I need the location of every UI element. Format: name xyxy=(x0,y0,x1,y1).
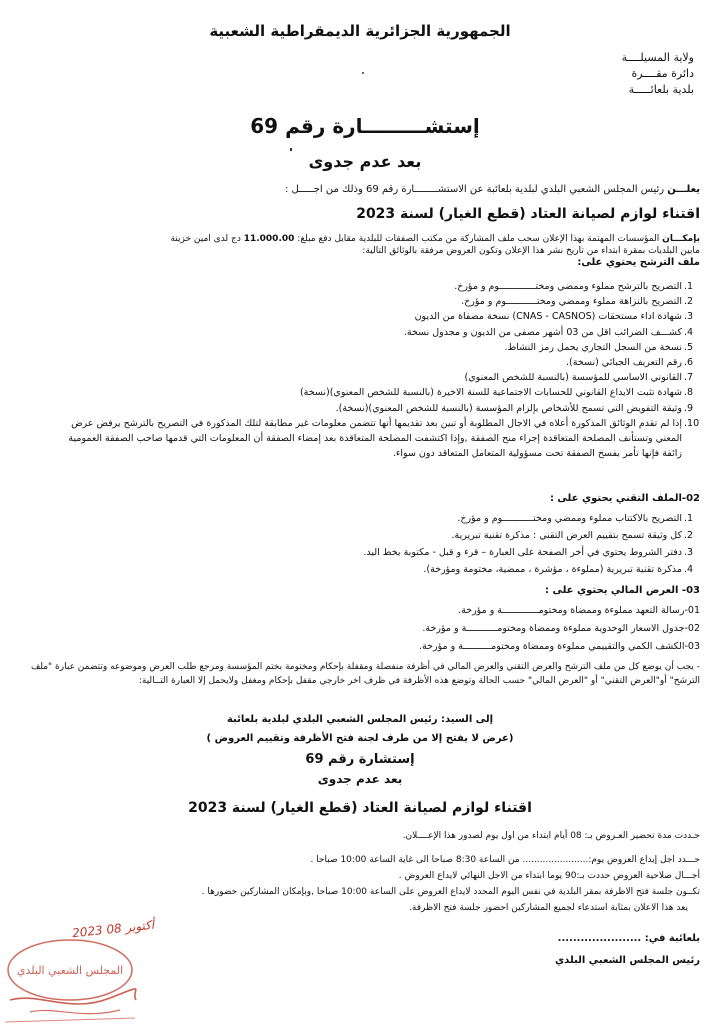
subject-title: اقتناء لوازم لصيانة العتاد (قطع الغيار) لسنة 2023 xyxy=(356,206,700,222)
deposit-deadline: حـــدد اجل إيداع العروض يوم:....................... من الساعة 8:30 صباحا الى غاية الساعة 10:00 صباحا . xyxy=(310,855,700,865)
list-item xyxy=(60,370,700,385)
list-item-text: رقم التعريف الجبائي (نسخة). xyxy=(566,357,682,369)
envelope-after: بعد عدم جدوى xyxy=(317,772,403,786)
list-item-number: 2. xyxy=(684,296,694,308)
notice-amount: 11.000.00 xyxy=(243,234,295,244)
list-item-number: 1. xyxy=(684,281,694,292)
stray-mark xyxy=(362,72,364,74)
list-item-number: 4. xyxy=(684,326,694,338)
list-item xyxy=(60,279,700,294)
financial-title: 03- العرض المالي يحتوي على : xyxy=(544,585,700,596)
handwritten-date-text: 2023 أكتوبر 08 xyxy=(71,917,155,941)
financial-item: 01-رسالة التعهد مملوءة وممضاة ومختومـــــــــــــة و مؤرخة. xyxy=(458,605,700,616)
prep-period: حـددت مدة تحضير العـروض بـ: 08 أيام ابتداء من اول يوم لصدور هذا الإعــــلان. xyxy=(402,831,700,841)
list-item xyxy=(60,527,700,544)
list-item xyxy=(60,510,700,527)
list-item-text: شهادة اداء مستحقات (CNAS - CASNOS) نسخة مصفاة من الديون xyxy=(414,311,682,323)
notice-paragraph xyxy=(24,233,700,269)
list-item-number: 1. xyxy=(684,513,694,524)
intro-line xyxy=(285,184,700,195)
list-item-text: التصريح بالاكتتاب مملوء وممضي ومختـــــــــــوم و مؤرخ. xyxy=(457,513,682,524)
list-item-number: 3. xyxy=(684,311,694,323)
list-item-text: نسخة من السجل التجاري يحمل رمز النشاط. xyxy=(504,341,682,353)
candidacy-list xyxy=(60,279,700,461)
admin-block xyxy=(622,50,694,98)
notice-line-2: مابين البلديات بمقرة ابتداء من تاريخ نشر هذا الإعلان وتكون العروض مرفقة بالوثائق التالية: xyxy=(362,246,700,256)
list-item-text: كل وثيقة تسمح بتقييم العرض التقني : مذكرة تقنية تبريرية. xyxy=(451,530,682,541)
daira-label: دائرة مقــــرة xyxy=(631,67,694,80)
stamp-text: المجلس الشعبي البلدي xyxy=(16,964,124,977)
republic-header: الجمهورية الجزائرية الديمقراطية الشعبية xyxy=(209,22,511,40)
list-item-text: القانوني الاساسي للمؤسسة (بالنسبة للشخص المعنوي) xyxy=(464,372,682,384)
list-item-number: 5. xyxy=(684,341,694,353)
stray-mark xyxy=(290,148,292,151)
dates-block xyxy=(24,828,700,916)
signature-place: بلعائبة في: ...................... xyxy=(557,933,700,944)
envelope-to: إلى السيد: رئيس المجلس الشعبي البلدي لبلدية بلعائبة xyxy=(226,714,494,725)
list-item xyxy=(60,340,700,355)
list-item xyxy=(60,401,700,416)
list-item xyxy=(60,544,700,561)
wilaya-label: ولاية المسيلــــة xyxy=(621,51,694,64)
list-item xyxy=(60,385,700,400)
envelope-consultation: إستشارة رقم 69 xyxy=(305,752,415,767)
list-item-text: التصريح بالنزاهة مملوء وممضي ومختـــــــــــوم و مؤرخ. xyxy=(461,296,682,308)
list-item-number: 10. xyxy=(684,417,700,429)
commune-label: بلدية بلعائـــــة xyxy=(628,83,694,96)
financial-item: 03-الكشف الكمي والتقييمي مملوءة وممضاة ومختومــــــــــة و مؤرخة. xyxy=(419,641,700,652)
signature-block xyxy=(555,928,700,972)
signature-title: رئيس المجلس الشعبي البلدي xyxy=(555,955,700,966)
list-item xyxy=(60,294,700,309)
list-item-text: إذا لم تقدم الوثائق المذكورة أعلاه في الاجال المطلوبة أو تبين بعد تقديمها أنها تتضمن معلومات غير مطابقة لتلك المذكورة في التصريح بالترشح يرفض عرض المعني وتستأنف المصلحة المتعاقدة إجراء منح الصفقة ,وإذا اكتشفت المصلحة المتعاقدة بعد إمضاء الصفقة أن المعلومات التي قدمها صاحب الصفقة العمومية زائفة فإنها تأمر بفسخ الصفقة تحت مسؤولية المتعامل المتعاقد دون سواء. xyxy=(68,417,682,460)
envelope-note: (عرض لا يفتح إلا من طرف لجنة فتح الأظرفة وتقييم العروض ) xyxy=(206,733,514,744)
technical-list xyxy=(60,510,700,578)
envelope-subject: اقتناء لوازم لصيانة العتاد (قطع الغيار) لسنة 2023 xyxy=(188,800,532,816)
list-item-text: شهادة تثبت الايداع القانوني للحسابات الاجتماعية للسنة الاخيرة (بالنسبة للشخص المعنوي)(نسخة) xyxy=(299,387,682,399)
list-item-text: دفتر الشروط يحتوي في أخر الصفحة على العبارة – قرء و قبل - مكتوبة بخط اليد. xyxy=(363,547,682,558)
notice-line-1 xyxy=(24,233,700,245)
invitation-note: يعد هذا الاعلان بمثابة استدعاء لجميع المشاركين احضور جلسة فتح الاظرفة. xyxy=(409,903,688,913)
technical-title: 02-الملف التقني يحتوي على : xyxy=(549,493,700,504)
notice-lead: بإمكـــان xyxy=(662,234,700,244)
list-item-text: كشـــف الضرائب اقل من 03 أشهر مصفى من الديون و مجدول نسخة. xyxy=(403,326,682,338)
offer-validity: أجـــال صلاحية العروض حددت بـ:90 يوما ابتداء من الاجل النهائي لايداع العروض . xyxy=(398,871,700,881)
list-item-number: 4. xyxy=(684,564,694,575)
list-item-number: 3. xyxy=(684,547,694,558)
intro-lead: يعلـــن xyxy=(667,184,700,195)
list-item-text: التصريح بالترشح مملوء وممضي ومختـــــــــــــوم و مؤرخ. xyxy=(454,281,682,292)
financial-item: 02-جدول الاسعار الوحدوية مملوءة وممضاة ومختومـــــــــــة و مؤرخة. xyxy=(422,623,700,634)
opening-session: تكــون جلسة فتح الاظرفة بمقر البلدية في نفس اليوم المحدد لايداع العروض على الساعة 10:00 صباحا ,وبإمكان المشاركين حضورها . xyxy=(201,887,700,897)
list-item-number: 9. xyxy=(684,402,694,414)
list-item xyxy=(60,325,700,340)
candidacy-title: ملف الترشح يحتوي على: xyxy=(577,257,700,268)
list-item xyxy=(60,416,700,462)
list-item xyxy=(60,309,700,324)
list-item-text: وثيقة التفويض التي تسمح للأشخاص بإلزام المؤسسة (بالنسبة للشخص المعنوي)(نسخة). xyxy=(335,402,682,414)
list-item xyxy=(60,561,700,578)
notice-text-end: دج لدى امين خزينة xyxy=(170,234,241,244)
intro-text: رئيس المجلس الشعبي البلدي لبلدية بلعائبة عن الاستشــــــــارة رقم 69 وذلك من اجـــــل : xyxy=(284,184,665,195)
list-item xyxy=(60,355,700,370)
list-item-number: 8. xyxy=(684,387,694,399)
list-item-number: 7. xyxy=(684,372,694,384)
notice-text: المؤسسات المهتمة بهذا الإعلان سحب ملف المشاركة من مكتب الصفقات للبلدية مقابل دفع مبلغ: xyxy=(297,234,660,244)
list-item-number: 6. xyxy=(684,357,694,369)
consultation-title: إستشـــــــــارة رقم 69 xyxy=(250,114,480,138)
financial-list xyxy=(60,602,700,656)
list-item-text: مذكرة تقنية تبريرية (مملوءة ، مؤشرة ، ممضية، مختومة ومؤرخة). xyxy=(423,564,682,575)
official-stamp-icon xyxy=(0,930,140,1024)
envelope-instructions: - يجب أن يوضع كل من ملف الترشح والعرض التقني والعرض المالي في أظرفة منفصلة ومقفلة بإحكام ومختومة بختم المؤسسة ومرجع طلب العرض وموضوعه وتتضمن عبارة "ملف الترشح" أو"العرض التقني" أو "العرض المالي" حسب الحالة وتوضع هذه الأظرفة في ظرف اخر خارجي مقفل بإحكام ومغفل ولايحمل إلا العبارة التــالية: xyxy=(30,662,700,686)
list-item-number: 2. xyxy=(684,530,694,541)
after-unsuccessful-title: بعد عدم جدوى xyxy=(308,152,422,171)
